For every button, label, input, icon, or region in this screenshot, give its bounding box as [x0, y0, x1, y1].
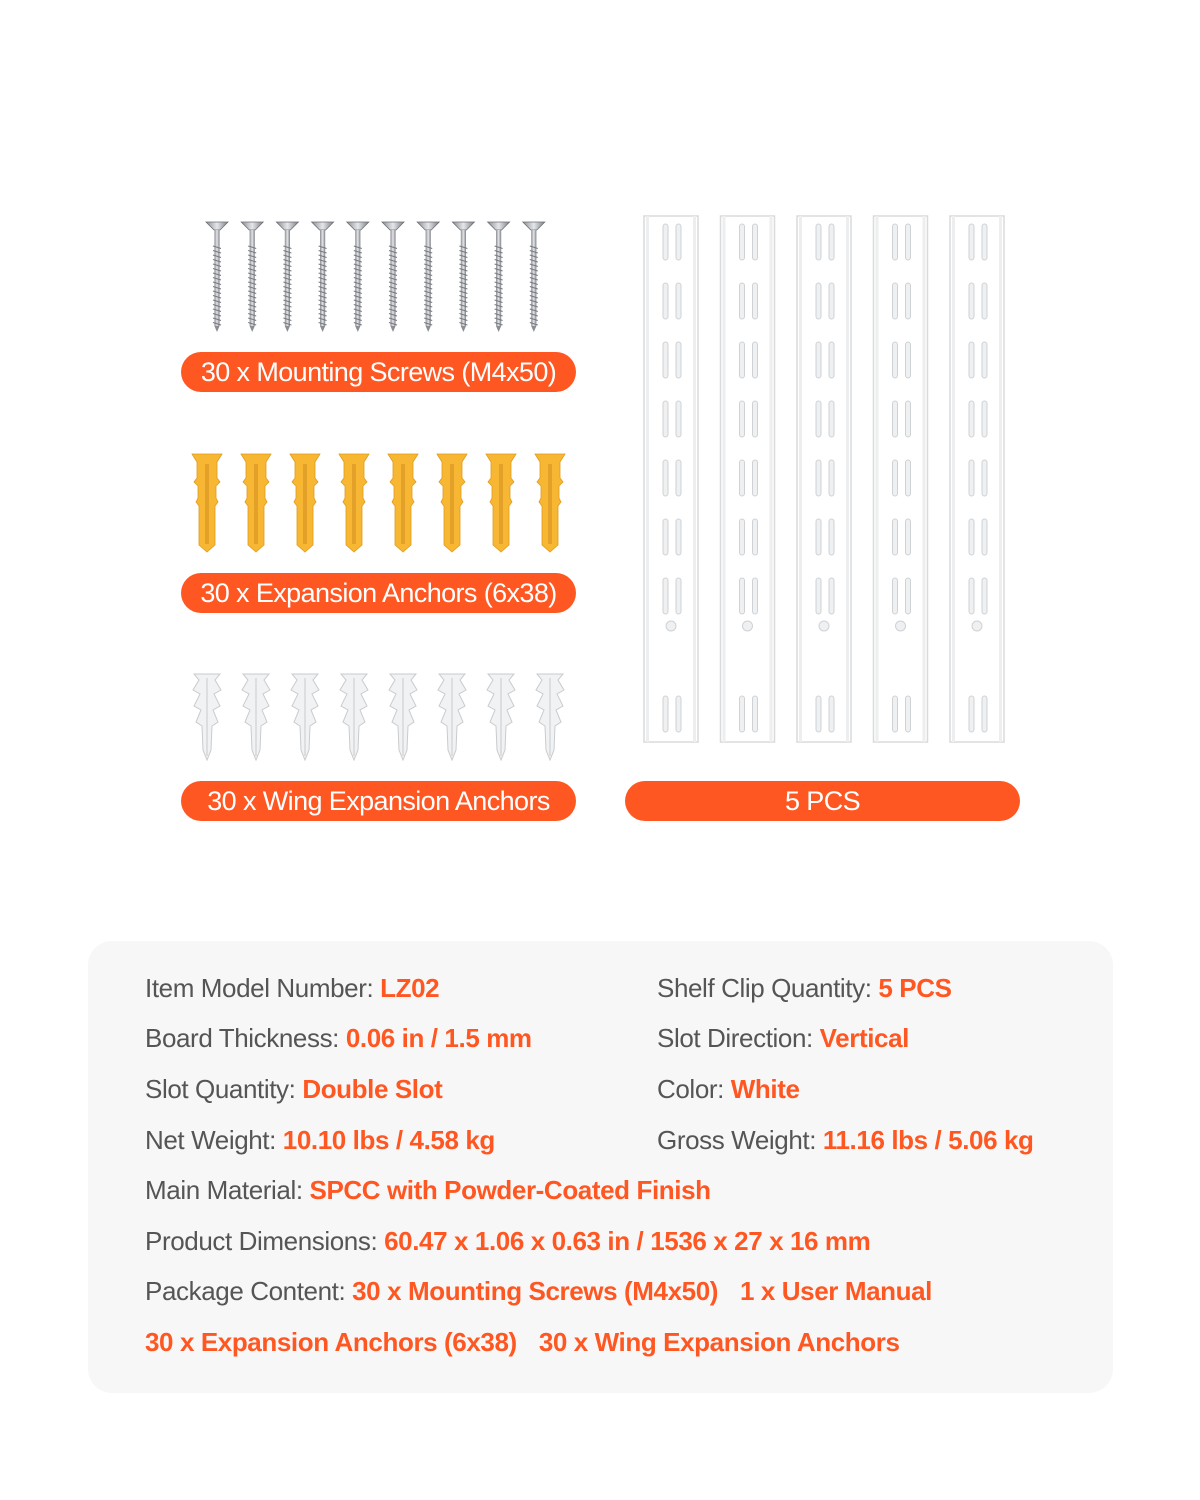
spec-net-weight-value: 10.10 lbs / 4.58 kg — [282, 1125, 495, 1155]
wing-anchor — [340, 674, 368, 760]
screw — [347, 222, 369, 332]
screw — [312, 222, 334, 332]
spec-slot-quantity-value: Double Slot — [302, 1074, 443, 1104]
shelf-rail — [721, 216, 775, 742]
shelf-rail — [874, 216, 928, 742]
shelf-rails-image — [640, 214, 1006, 744]
screw — [276, 222, 298, 332]
expansion-anchor — [290, 454, 320, 552]
screw — [382, 222, 404, 332]
rails-quantity-badge — [625, 781, 1020, 821]
screw — [206, 222, 228, 332]
expansion-anchor — [486, 454, 516, 552]
spec-thickness: Board Thickness: 0.06 in / 1.5 mm — [145, 1023, 532, 1053]
package-item: 30 x Mounting Screws (M4x50) — [352, 1276, 719, 1306]
spec-slot-quantity: Slot Quantity: Double Slot — [145, 1074, 443, 1104]
spec-color-value: White — [730, 1074, 800, 1104]
spec-package-continued — [145, 1327, 922, 1358]
expansion-anchor — [437, 454, 467, 552]
spec-net-weight: Net Weight: 10.10 lbs / 4.58 kg — [145, 1125, 495, 1155]
screw — [488, 222, 510, 332]
wing-anchor — [487, 674, 515, 760]
spec-thickness-value: 0.06 in / 1.5 mm — [345, 1023, 532, 1053]
expansion-anchor — [535, 454, 565, 552]
spec-material: Main Material: SPCC with Powder-Coated Finish — [145, 1175, 711, 1205]
package-item: 30 x Expansion Anchors (6x38) — [145, 1327, 517, 1357]
wing-anchor — [193, 674, 221, 760]
spec-slot-direction-value: Vertical — [819, 1023, 909, 1053]
spec-gross-weight: Gross Weight: 11.16 lbs / 5.06 kg — [657, 1125, 1034, 1155]
expansion-anchor — [339, 454, 369, 552]
spec-dimensions-value: 60.47 x 1.06 x 0.63 in / 1536 x 27 x 16 mm — [384, 1226, 871, 1256]
wing-anchor — [438, 674, 466, 760]
screw — [417, 222, 439, 332]
expansion-anchors-badge — [181, 573, 576, 613]
package-item: 30 x Wing Expansion Anchors — [538, 1327, 900, 1357]
spec-package: Package Content: 30 x Mounting Screws (M4x50) 1 x User Manual — [145, 1276, 933, 1306]
expansion-anchors-image — [186, 450, 571, 555]
rails-quantity-label: 5 PCS — [784, 785, 861, 816]
mounting-screws-label: 30 x Mounting Screws (M4x50) — [200, 356, 557, 387]
expansion-anchors-label: 30 x Expansion Anchors (6x38) — [200, 577, 557, 608]
shelf-rail — [644, 216, 698, 742]
spec-shelf-clip: Shelf Clip Quantity: 5 PCS — [657, 973, 952, 1003]
spec-material-value: SPCC with Powder-Coated Finish — [309, 1175, 711, 1205]
screw — [523, 222, 545, 332]
wing-anchors-label: 30 x Wing Expansion Anchors — [207, 785, 550, 816]
expansion-anchor — [241, 454, 271, 552]
expansion-anchor — [192, 454, 222, 552]
spec-color: Color: White — [657, 1074, 800, 1104]
spec-model: Item Model Number: LZ02 — [145, 973, 440, 1003]
specifications-panel — [88, 941, 1113, 1393]
spec-shelf-clip-value: 5 PCS — [878, 973, 952, 1003]
mounting-screws-badge — [181, 352, 576, 392]
wing-anchor — [291, 674, 319, 760]
expansion-anchor — [388, 454, 418, 552]
screw — [241, 222, 263, 332]
wing-anchor — [242, 674, 270, 760]
spec-gross-weight-value: 11.16 lbs / 5.06 kg — [822, 1125, 1034, 1155]
spec-slot-direction: Slot Direction: Vertical — [657, 1023, 909, 1053]
wing-expansion-anchors-image — [186, 670, 571, 765]
wing-anchors-badge — [181, 781, 576, 821]
wing-anchor — [389, 674, 417, 760]
spec-model-value: LZ02 — [380, 973, 440, 1003]
shelf-rail — [950, 216, 1004, 742]
spec-dimensions: Product Dimensions: 60.47 x 1.06 x 0.63 in / 1536 x 27 x 16 mm — [145, 1226, 871, 1256]
package-item: 1 x User Manual — [740, 1276, 933, 1306]
screw — [452, 222, 474, 332]
mounting-screws-image — [205, 218, 555, 333]
shelf-rail — [797, 216, 851, 742]
wing-anchor — [536, 674, 564, 760]
